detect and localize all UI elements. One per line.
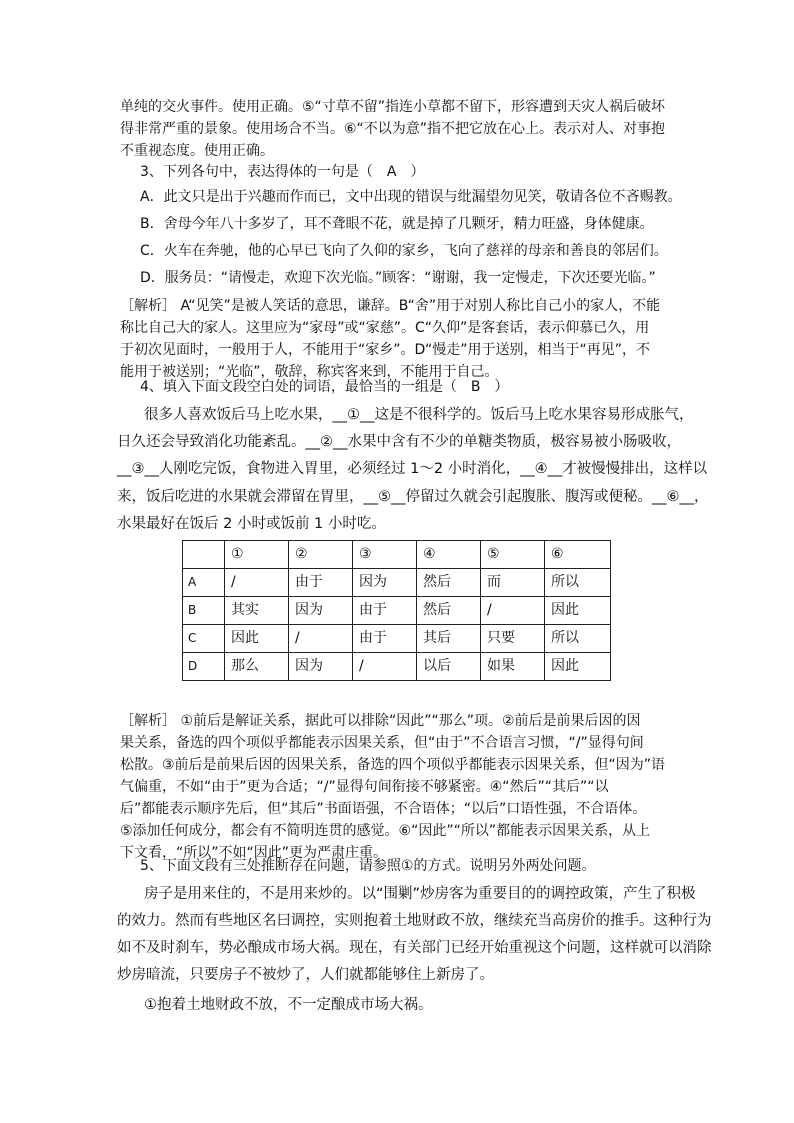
table-cell: B xyxy=(183,597,225,625)
table-cell: 因此 xyxy=(545,653,611,681)
table-cell: / xyxy=(289,625,353,653)
options-table xyxy=(182,540,611,681)
passage-line: 日久还会导致消化功能紊乱。__②__水果中含有不少的单糖类物质，极容易被小肠吸收， xyxy=(117,434,681,450)
table-cell: 因此 xyxy=(225,625,289,653)
table-cell: / xyxy=(481,597,545,625)
option-d: D．服务员：“请慢走，欢迎下次光临。”顾客：“谢谢，我一定慢走，下次还要光临。” xyxy=(140,270,656,286)
table-cell: ⑤ xyxy=(481,541,545,569)
table-cell: 所以 xyxy=(545,625,611,653)
analysis-line: 果关系，备选的四个项似乎都能表示因果关系，但“由于”不合语言习惯，“/”显得句间 xyxy=(120,735,644,751)
table-header-row xyxy=(183,541,611,569)
passage-line: 炒房暗流，只要房子不被炒了，人们就都能够住上新房了。 xyxy=(117,967,494,983)
table-cell: 然后 xyxy=(417,569,481,597)
table-row xyxy=(183,625,611,653)
table-cell: 如果 xyxy=(481,653,545,681)
passage-line: 房子是用来住的，不是用来炒的。以“围剿”炒房客为重要目的的调控政策，产生了积极 xyxy=(144,886,696,902)
table-cell: D xyxy=(183,653,225,681)
analysis-line: 下文看，“所以”不如“因此”更为严肃庄重。 xyxy=(120,845,388,861)
analysis-line: 能用于被送别；“光临”，敬辞，称宾客来到，不能用于自己。 xyxy=(120,364,499,380)
analysis-line: 称比自己大的家人。这里应为“家母”或“家慈”。C“久仰”是客套话，表示仰慕已久，用 xyxy=(120,320,650,336)
question-stem: 4、填入下面文段空白处的词语，最恰当的一组是（ B ） xyxy=(140,379,509,395)
table-cell: 然后 xyxy=(417,597,481,625)
answer-line: ①抱着土地财政不放，不一定酿成市场大祸。 xyxy=(144,997,433,1013)
table-cell: ② xyxy=(289,541,353,569)
table-cell: ④ xyxy=(417,541,481,569)
text-line: 不重视态度。使用正确。 xyxy=(120,143,274,159)
passage-line: 水果最好在饭后 2 小时或饭前 1 小时吃。 xyxy=(117,516,386,532)
table-cell: 而 xyxy=(481,569,545,597)
analysis-line: 于初次见面时，一般用于人，不能用于“家乡”。D“慢走”用于送别，相当于“再见”，不 xyxy=(120,342,650,358)
table-cell: A xyxy=(183,569,225,597)
table-cell: 因为 xyxy=(353,569,417,597)
table-cell: ① xyxy=(225,541,289,569)
passage-line: 来，饭后吃进的水果就会滞留在胃里，__⑤__停留过久就会引起腹胀、腹泻或便秘。__⑥__， xyxy=(117,489,709,505)
text-line: 得非常严重的景象。使用场合不当。⑥“不以为意”指不把它放在心上。表示对人、对事抱 xyxy=(120,121,666,137)
passage-line: __③__人刚吃完饭，食物进入胃里，必须经过 1～2 小时消化，__④__才被慢慢排出，这样以 xyxy=(117,461,708,477)
table-cell: 由于 xyxy=(289,569,353,597)
analysis-line: ［解析］ ①前后是解证关系，据此可以排除“因此”“那么”项。②前后是前果后因的因 xyxy=(120,713,641,729)
text-line: 单纯的交火事件。使用正确。⑤“寸草不留”指连小草都不留下，形容遭到天灾人祸后破坏 xyxy=(120,99,666,115)
option-a: A．此文只是出于兴趣而作而已，文中出现的错误与纰漏望勿见笑，敬请各位不吝赐教。 xyxy=(140,189,682,205)
question-stem: 3、下列各句中，表达得体的一句是（ A ） xyxy=(140,164,425,180)
passage-line: 很多人喜欢饭后马上吃水果，__①__这是不很科学的。饭后马上吃水果容易形成胀气， xyxy=(144,407,694,423)
table-cell: 那么 xyxy=(225,653,289,681)
table-cell: C xyxy=(183,625,225,653)
table-cell: 因为 xyxy=(289,653,353,681)
analysis-line: ［解析］ A“见笑”是被人笑话的意思，谦辞。B“舍”用于对别人称比自己小的家人，不能 xyxy=(120,298,661,314)
table-cell: / xyxy=(353,653,417,681)
analysis-line: 松散。③前后是前果后因的因果关系，备选的四个项似乎都能表示因果关系，但“因为”语 xyxy=(120,757,666,773)
question-stem: 5、下面文段有三处推断存在问题，请参照①的方式。说明另外两处问题。 xyxy=(140,858,596,874)
option-c: C．火车在奔驰，他的心早已飞向了久仰的家乡，飞向了慈祥的母亲和善良的邻居们。 xyxy=(140,243,668,259)
analysis-line: ⑤添加任何成分，都会有不简明连贯的感觉。⑥“因此”“所以”都能表示因果关系，从上 xyxy=(120,823,651,839)
table-cell: 由于 xyxy=(353,625,417,653)
table-cell: 以后 xyxy=(417,653,481,681)
table-row xyxy=(183,653,611,681)
table-cell: ③ xyxy=(353,541,417,569)
passage-line: 的效力。然而有些地区名曰调控，实则抱着土地财政不放，继续充当高房价的推手。这种行为 xyxy=(117,913,712,929)
table-cell xyxy=(183,541,225,569)
table-cell: 因为 xyxy=(289,597,353,625)
table-cell: ⑥ xyxy=(545,541,611,569)
option-b: B．舍母今年八十多岁了，耳不聋眼不花，就是掉了几颗牙，精力旺盛，身体健康。 xyxy=(140,216,654,232)
passage-line: 如不及时刹车，势必酿成市场大祸。现在，有关部门已经开始重视这个问题，这样就可以消除 xyxy=(117,940,712,956)
analysis-line: 气偏重，不如“由于”更为合适；“/”显得句间衔接不够紧密。④“然后”“其后”“以 xyxy=(120,779,609,795)
table-cell: 所以 xyxy=(545,569,611,597)
table-cell: / xyxy=(225,569,289,597)
table-cell: 因此 xyxy=(545,597,611,625)
table-cell: 只要 xyxy=(481,625,545,653)
table-cell: 其实 xyxy=(225,597,289,625)
table-cell: 由于 xyxy=(353,597,417,625)
table-cell: 其后 xyxy=(417,625,481,653)
table-row xyxy=(183,569,611,597)
table-row xyxy=(183,597,611,625)
analysis-line: 后”都能表示顺序先后，但“其后”书面语强，不合语体；“以后”口语性强，不合语体。 xyxy=(120,801,647,817)
